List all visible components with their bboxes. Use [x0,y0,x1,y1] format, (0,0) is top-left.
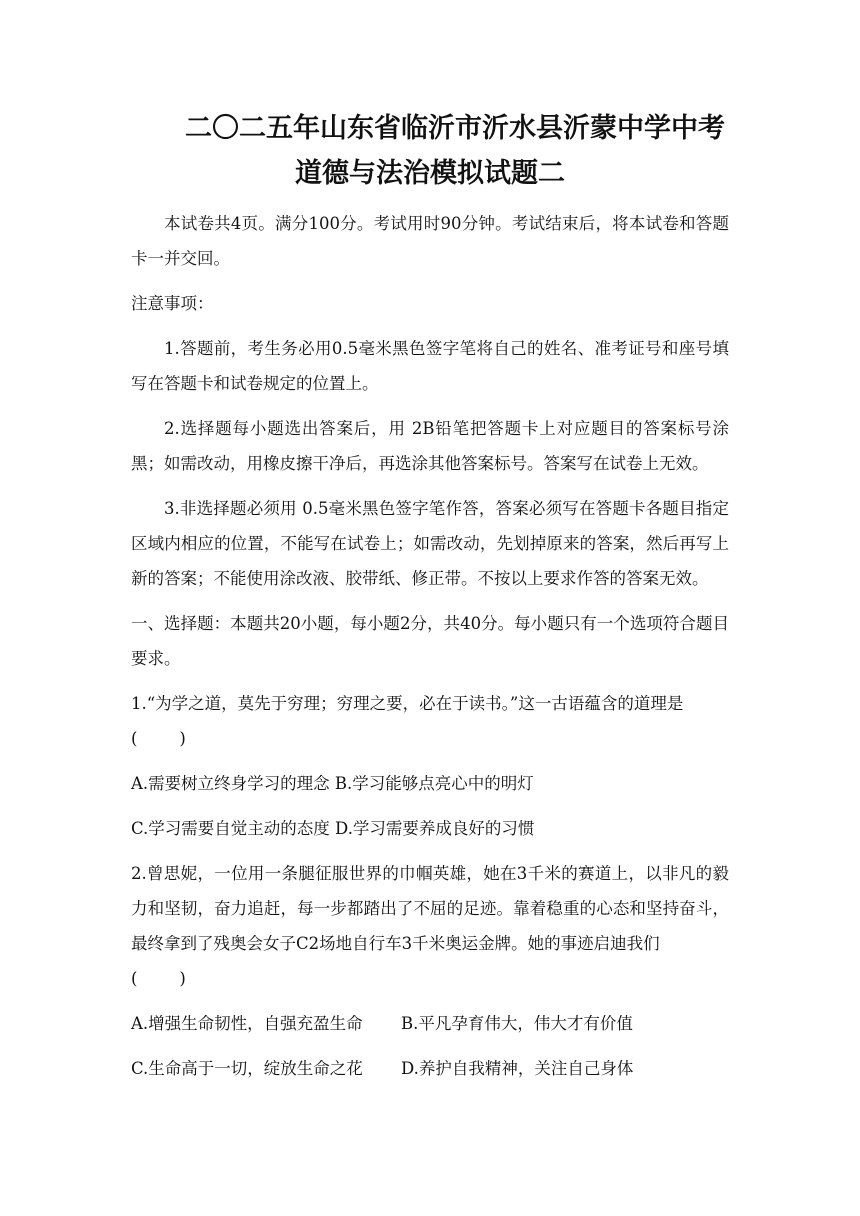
notice-item: 3.非选择题必须用 0.5毫米黑色签字笔作答，答案必须写在答题卡各题目指定区域内相应的位置，不能写在试卷上；如需改动，先划掉原来的答案，然后再写上新的答案；不能使用涂改液、胶带纸、修正带。不按以上要求作答的答案无效。 [131,499,729,588]
option-b: B.学习能够点亮心中的明灯 [334,774,534,793]
intro-paragraph: 本试卷共4页。满分100分。考试用时90分钟。考试结束后，将本试卷和答题卡一并交回。 [131,214,729,268]
question-2 [131,856,729,1086]
exam-title-line1: 二〇二五年山东省临沂市沂水县沂蒙中学中考 [185,113,725,144]
option-d: D.养护自我精神，关注自己身体 [401,1059,634,1078]
question-stem [131,686,729,756]
question-stem-text: 1.“为学之道，莫先于穷理；穷理之要，必在于读书。”这一古语蕴含的道理是 [131,694,684,713]
option-c: C.学习需要自觉主动的态度 [131,819,330,838]
question-stem-text: 2.曾思妮，一位用一条腿征服世界的巾帼英雄，她在3千米的赛道上，以非凡的毅力和坚韧，奋力追赶，每一步都踏出了不屈的足迹。靠着稳重的心态和坚持奋斗，最终拿到了残奥会女子C2场地自行车3千米奥运金牌。她的事迹启迪我们 [131,864,729,953]
option-a: A.增强生命韧性，自强充盈生命 [131,1014,363,1033]
option-d: D.学习需要养成良好的习惯 [335,819,535,838]
answer-paren: ( ) [131,969,186,988]
notice-item: 2.选择题每小题选出答案后，用 2B铅笔把答题卡上对应题目的答案标号涂黑；如需改动，用橡皮擦干净后，再选涂其他答案标号。答案写在试卷上无效。 [131,419,729,473]
notice-item: 1.答题前，考生务必用0.5毫米黑色签字笔将自己的姓名、准考证号和座号填写在答题卡和试卷规定的位置上。 [131,339,729,393]
options-row-1 [131,766,729,801]
option-a: A.需要树立终身学习的理念 [131,774,330,793]
option-c: C.生命高于一切，绽放生命之花 [131,1059,363,1078]
options-row-2 [131,1051,729,1086]
answer-paren: ( ) [131,729,186,748]
exam-body [131,206,729,1096]
options-row-1 [131,1006,729,1041]
question-stem [131,856,729,996]
notice-heading: 注意事项： [131,294,214,313]
section-heading: 一、选择题：本题共20小题，每小题2分，共40分。每小题只有一个选项符合题目要求。 [131,614,729,668]
options-row-2 [131,811,729,846]
exam-title-line2: 道德与法治模拟试题二 [295,158,565,189]
question-1 [131,686,729,846]
option-b: B.平凡孕育伟大，伟大才有价值 [401,1014,633,1033]
